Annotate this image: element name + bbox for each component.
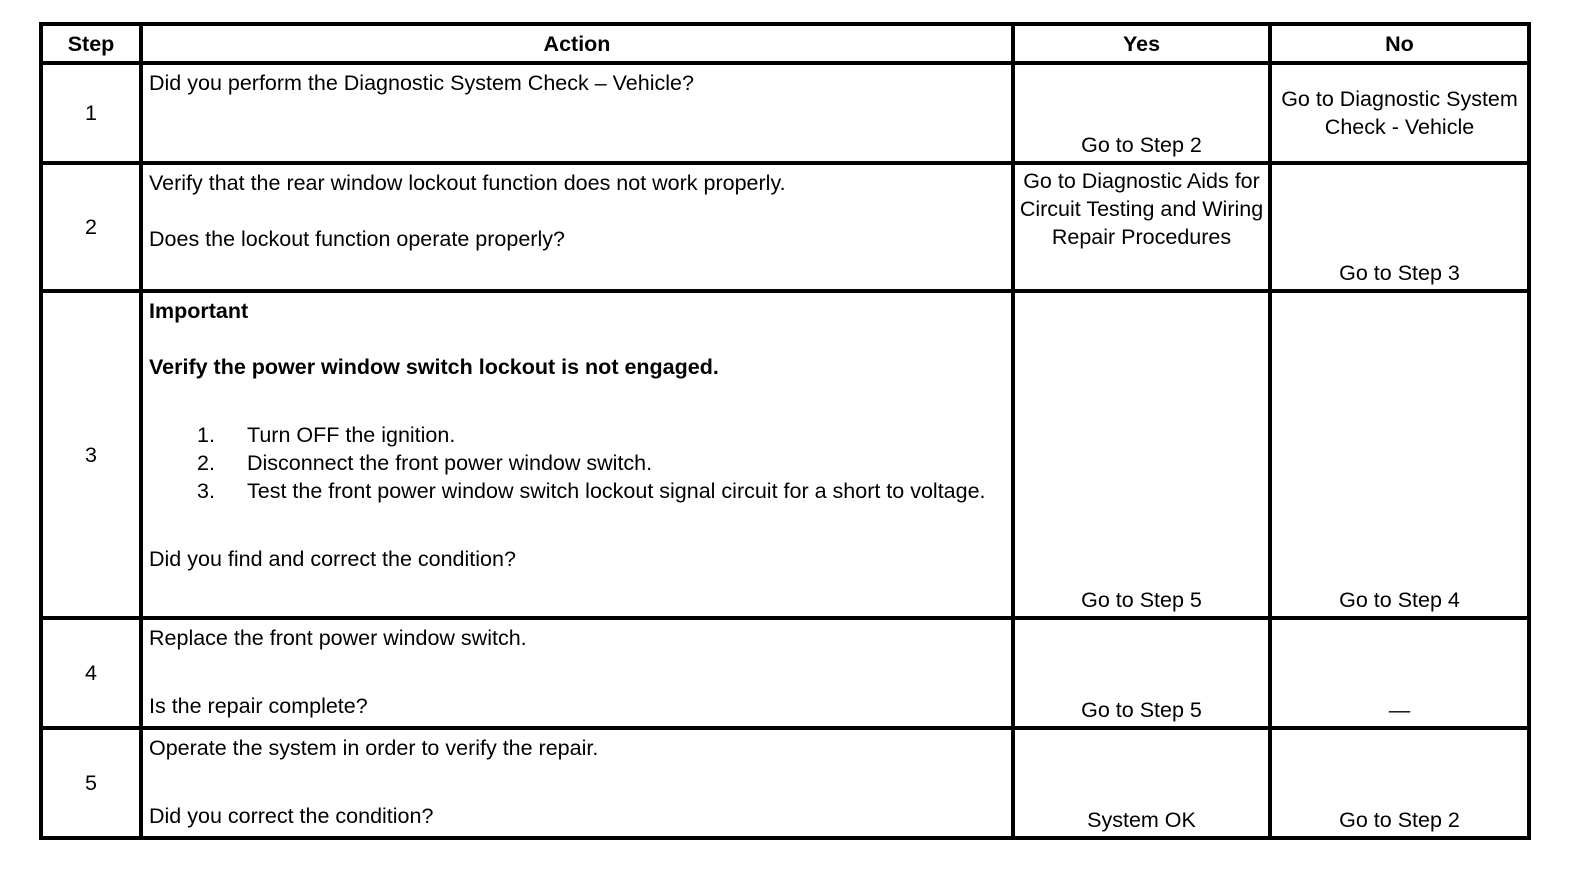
table-row-step-5 bbox=[41, 728, 1529, 838]
action-question: Did you find and correct the condition? bbox=[149, 547, 516, 571]
table-row-step-3 bbox=[41, 291, 1529, 618]
action-text: Did you perform the Diagnostic System Check – Vehicle? bbox=[149, 71, 694, 95]
action-question: Did you correct the condition? bbox=[149, 804, 434, 828]
action-cell bbox=[141, 728, 1013, 838]
list-item-number: 3. bbox=[197, 479, 215, 503]
action-text: Replace the front power window switch. bbox=[149, 626, 527, 650]
important-note: Verify the power window switch lockout is not engaged. bbox=[149, 355, 719, 379]
header-action: Action bbox=[141, 24, 1013, 63]
no-result: Go to Diagnostic System Check - Vehicle bbox=[1270, 63, 1529, 163]
list-item-text: Turn OFF the ignition. bbox=[247, 423, 456, 447]
yes-result: System OK bbox=[1013, 728, 1270, 838]
list-item bbox=[149, 449, 1007, 477]
header-yes: Yes bbox=[1013, 24, 1270, 63]
action-cell bbox=[141, 618, 1013, 728]
list-item-number: 1. bbox=[197, 423, 215, 447]
table-row-step-1 bbox=[41, 63, 1529, 163]
list-item-text: Disconnect the front power window switch. bbox=[247, 451, 653, 475]
no-result: Go to Step 3 bbox=[1270, 163, 1529, 291]
no-result: Go to Step 4 bbox=[1270, 291, 1529, 618]
action-text: Verify that the rear window lockout function does not work properly. bbox=[149, 171, 786, 195]
table-row-step-4 bbox=[41, 618, 1529, 728]
action-text: Operate the system in order to verify the repair. bbox=[149, 736, 599, 760]
list-item bbox=[149, 421, 1007, 449]
no-result: — bbox=[1270, 618, 1529, 728]
action-cell bbox=[141, 163, 1013, 291]
step-number: 3 bbox=[41, 291, 141, 618]
action-question: Does the lockout function operate properly? bbox=[149, 227, 565, 251]
step-number: 2 bbox=[41, 163, 141, 291]
important-label: Important bbox=[149, 299, 249, 323]
header-row bbox=[41, 24, 1529, 63]
step-number: 5 bbox=[41, 728, 141, 838]
yes-result: Go to Step 2 bbox=[1013, 63, 1270, 163]
table-row-step-2 bbox=[41, 163, 1529, 291]
yes-result: Go to Step 5 bbox=[1013, 618, 1270, 728]
header-no: No bbox=[1270, 24, 1529, 63]
step-number: 4 bbox=[41, 618, 141, 728]
header-step: Step bbox=[41, 24, 141, 63]
diagnostic-table bbox=[39, 22, 1531, 840]
no-result: Go to Step 2 bbox=[1270, 728, 1529, 838]
step-number: 1 bbox=[41, 63, 141, 163]
list-item-number: 2. bbox=[197, 451, 215, 475]
list-item bbox=[149, 477, 1007, 505]
action-cell bbox=[141, 63, 1013, 163]
list-item-text: Test the front power window switch lockout signal circuit for a short to voltage. bbox=[247, 479, 986, 503]
action-question: Is the repair complete? bbox=[149, 694, 368, 718]
procedure-list bbox=[149, 421, 1007, 505]
yes-result: Go to Step 5 bbox=[1013, 291, 1270, 618]
yes-result: Go to Diagnostic Aids for Circuit Testing and Wiring Repair Procedures bbox=[1013, 163, 1270, 291]
action-cell bbox=[141, 291, 1013, 618]
